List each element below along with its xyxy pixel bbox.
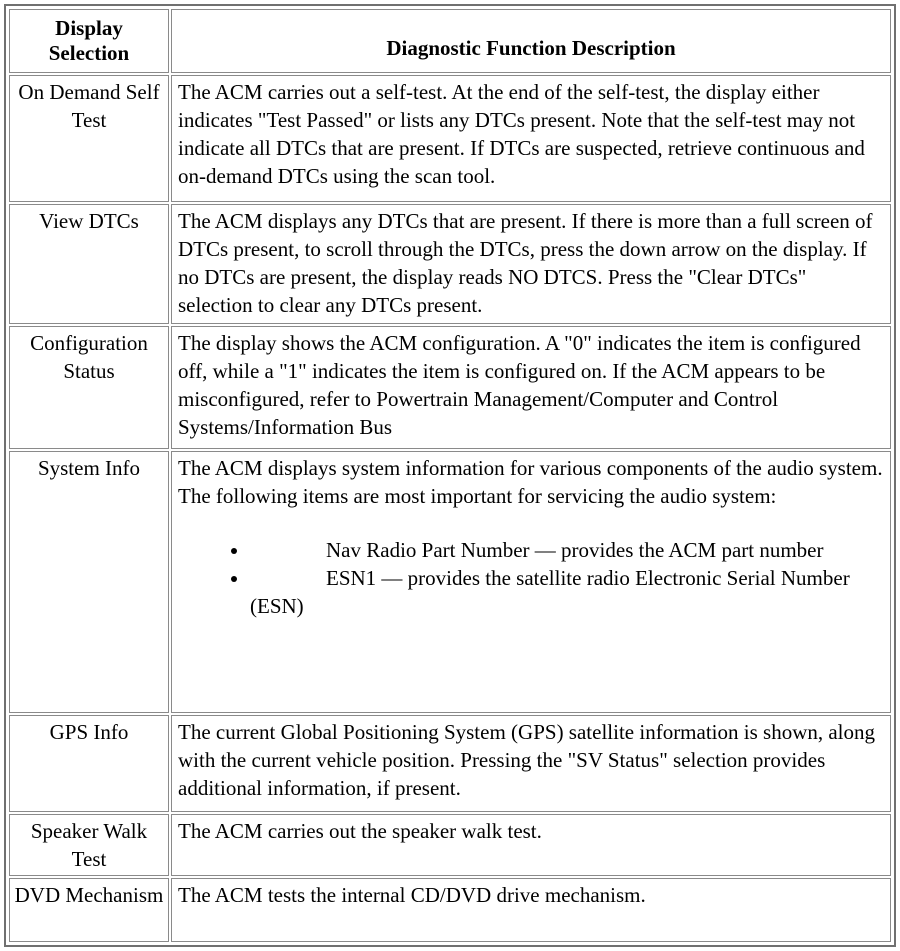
table-row [9, 204, 891, 324]
row-description-cell: The ACM displays any DTCs that are present. If there is more than a full screen of DTCs present, to scroll through the DTCs, press the down arrow on the display. If no DTCs are present, the display reads NO DTCS. Press the "Clear DTCs" selection to clear any DTCs present. [171, 204, 891, 324]
diagnostic-table-frame [4, 4, 896, 947]
row-selection-cell: On Demand Self Test [9, 75, 169, 202]
table-row [9, 814, 891, 876]
table-row [9, 451, 891, 713]
system-info-item-list [178, 536, 886, 620]
header-display-selection: Display Selection [9, 9, 169, 73]
row-description-cell: The current Global Positioning System (GPS) satellite information is shown, along with the current vehicle position. Pressing the "SV Status" selection provides additional information, if present. [171, 715, 891, 812]
system-info-intro: The ACM displays system information for various components of the audio system. The following items are most important for servicing the audio system: [178, 456, 883, 508]
list-item-text: Nav Radio Part Number — provides the ACM part number [326, 538, 824, 562]
row-selection-cell: Speaker Walk Test [9, 814, 169, 876]
row-selection-cell: System Info [9, 451, 169, 713]
table-header-row [9, 9, 891, 73]
row-selection-cell: GPS Info [9, 715, 169, 812]
diagnostic-functions-table [7, 7, 893, 944]
table-row [9, 326, 891, 449]
header-diagnostic-function-description: Diagnostic Function Description [171, 9, 891, 73]
row-description-cell [171, 451, 891, 713]
row-description-cell: The display shows the ACM configuration. A "0" indicates the item is configured off, while a "1" indicates the item is configured on. If the ACM appears to be misconfigured, refer to Powertrain Management/Computer and Control Systems/Information Bus [171, 326, 891, 449]
table-row [9, 878, 891, 942]
row-selection-cell: Configuration Status [9, 326, 169, 449]
row-description-cell: The ACM carries out the speaker walk test. [171, 814, 891, 876]
list-item [250, 564, 886, 620]
table-row [9, 75, 891, 202]
table-row [9, 715, 891, 812]
row-selection-cell: DVD Mechanism [9, 878, 169, 942]
row-selection-cell: View DTCs [9, 204, 169, 324]
list-item-text: ESN1 — provides the satellite radio Electronic Serial Number (ESN) [250, 566, 850, 618]
row-description-cell: The ACM tests the internal CD/DVD drive mechanism. [171, 878, 891, 942]
row-description-cell: The ACM carries out a self-test. At the end of the self-test, the display either indicates "Test Passed" or lists any DTCs present. Note that the self-test may not indicate all DTCs that are present. If DTCs are suspected, retrieve continuous and on-demand DTCs using the scan tool. [171, 75, 891, 202]
list-item [250, 536, 886, 564]
